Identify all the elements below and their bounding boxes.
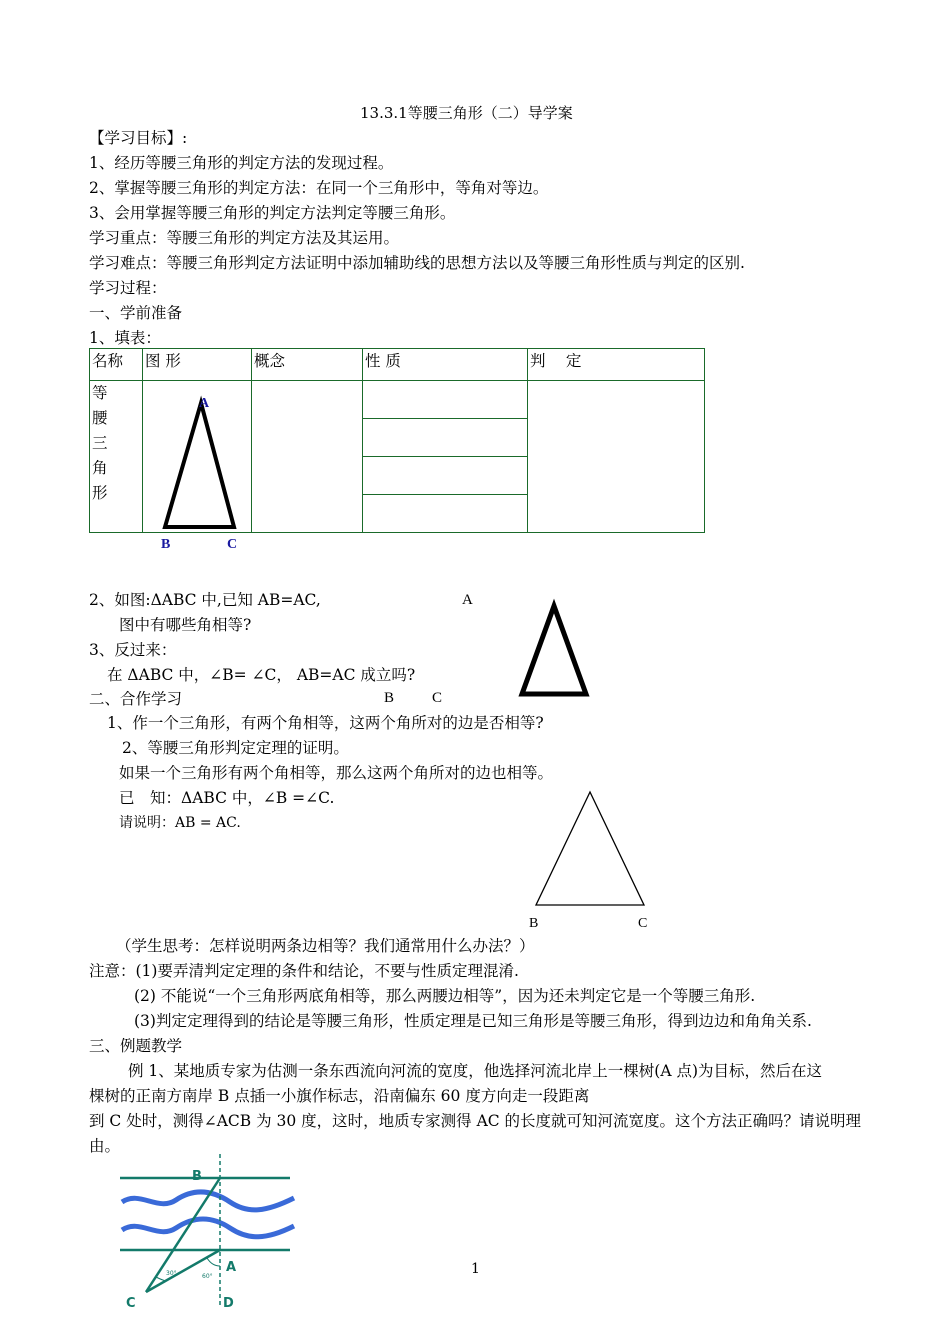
- question-3-line-1: 3、反过来：: [89, 641, 177, 659]
- coop-item-2: 2、等腰三角形判定定理的证明。: [122, 739, 349, 757]
- river-label-b: B: [192, 1169, 202, 1184]
- fig1-label-b: B: [384, 690, 395, 706]
- fill-table-label: 1、填表：: [89, 329, 161, 347]
- table-property-cell: [363, 381, 528, 533]
- name-char: 三: [92, 434, 108, 452]
- section-3-heading: 三、例题教学: [89, 1037, 183, 1055]
- name-char: 腰: [92, 409, 108, 427]
- property-row[interactable]: [363, 495, 527, 531]
- table-header-property: 性 质: [363, 349, 528, 381]
- question-3-line-2: 在 ΔABC 中，∠B= ∠C， AB=AC 成立吗?: [107, 666, 416, 684]
- figure-1-triangle: [384, 588, 620, 718]
- fig2-label-c: C: [638, 916, 648, 931]
- objective-1: 1、经历等腰三角形的判定方法的发现过程。: [89, 154, 394, 172]
- question-2-line-1: 2、如图:ΔABC 中,已知 AB=AC,: [89, 591, 321, 609]
- given-statement: 已 知：ΔABC 中，∠B =∠C.: [119, 789, 335, 807]
- question-2-line-2: 图中有哪些角相等?: [119, 616, 252, 634]
- angle-30-label: 30°: [166, 1270, 177, 1277]
- coop-item-1: 1、作一个三角形，有两个角相等，这两个角所对的边是否相等?: [107, 714, 544, 732]
- theorem-statement: 如果一个三角形有两个角相等，那么这两个角所对的边也相等。: [119, 764, 554, 782]
- note-3: (3)判定定理得到的结论是等腰三角形，性质定理是已知三角形是等腰三角形，得到边边和角角关系.: [134, 1012, 812, 1030]
- section-1-heading: 一、学前准备: [89, 304, 183, 322]
- objectives-header: 【学习目标】:: [89, 129, 188, 147]
- property-row[interactable]: [363, 419, 527, 457]
- fill-table: [89, 348, 705, 552]
- tri-label-b: B: [161, 537, 171, 552]
- table-header-judgement: 判 定: [528, 349, 705, 381]
- example-line-1: 例 1、某地质专家为估测一条东西流向河流的宽度，他选择河流北岸上一棵树(A 点)为目标，然后在这: [128, 1062, 823, 1080]
- table-judgement-cell[interactable]: [528, 381, 705, 533]
- angle-60-label: 60°: [202, 1273, 213, 1280]
- property-row[interactable]: [363, 381, 527, 419]
- example-line-3: 到 C 处时，测得∠ACB 为 30 度，这时，地质专家测得 AC 的长度就可知河流宽度。这个方法正确吗？请说明理: [89, 1112, 862, 1130]
- prove-statement: 请说明：AB = AC.: [119, 815, 241, 831]
- student-think: （学生思考：怎样说明两条边相等？我们通常用什么办法？）: [116, 937, 535, 955]
- objective-3: 3、会用掌握等腰三角形的判定方法判定等腰三角形。: [89, 204, 456, 222]
- page-title: 13.3.1等腰三角形（二）导学案: [360, 104, 573, 122]
- river-label-a: A: [226, 1260, 237, 1275]
- table-name-cell: [90, 381, 143, 533]
- section-2-heading: 二、合作学习: [89, 690, 183, 708]
- table-figure-cell: [143, 381, 252, 552]
- table-header-name: 名称: [90, 349, 143, 381]
- page-number: 1: [471, 1261, 480, 1277]
- tri-label-c: C: [227, 537, 238, 552]
- process-label: 学习过程：: [89, 279, 167, 297]
- property-row[interactable]: [363, 457, 527, 495]
- tri-label-a: A: [199, 396, 210, 411]
- example-line-4: 由。: [89, 1137, 121, 1155]
- table-header-concept: 概念: [252, 349, 363, 381]
- fig1-label-a: A: [462, 592, 473, 608]
- name-char: 形: [92, 484, 108, 502]
- difficulty: 学习难点：等腰三角形判定方法证明中添加辅助线的思想方法以及等腰三角形性质与判定的区别.: [89, 254, 745, 272]
- note-1: 注意：(1)要弄清判定定理的条件和结论，不要与性质定理混淆.: [89, 962, 519, 980]
- table-isosceles-triangle: [143, 381, 247, 552]
- figure-2-triangle: [525, 785, 665, 935]
- table-concept-cell[interactable]: [252, 381, 363, 533]
- note-2: (2) 不能说“一个三角形两底角相等，那么两腰边相等”，因为还未判定它是一个等腰三角形.: [134, 987, 756, 1005]
- key-point: 学习重点：等腰三角形的判定方法及其运用。: [89, 229, 400, 247]
- name-char: 角: [92, 459, 108, 477]
- name-char: 等: [92, 384, 108, 402]
- example-line-2: 棵树的正南方南岸 B 点插一小旗作标志，沿南偏东 60 度方向走一段距离: [89, 1087, 590, 1105]
- fig1-label-c: C: [432, 690, 443, 706]
- river-label-c: C: [126, 1296, 136, 1311]
- objective-2: 2、掌握等腰三角形的判定方法：在同一个三角形中，等角对等边。: [89, 179, 549, 197]
- river-label-d: D: [223, 1296, 234, 1311]
- river-diagram: [110, 1150, 310, 1310]
- table-header-figure: 图 形: [143, 349, 252, 381]
- fig2-label-b: B: [529, 916, 539, 931]
